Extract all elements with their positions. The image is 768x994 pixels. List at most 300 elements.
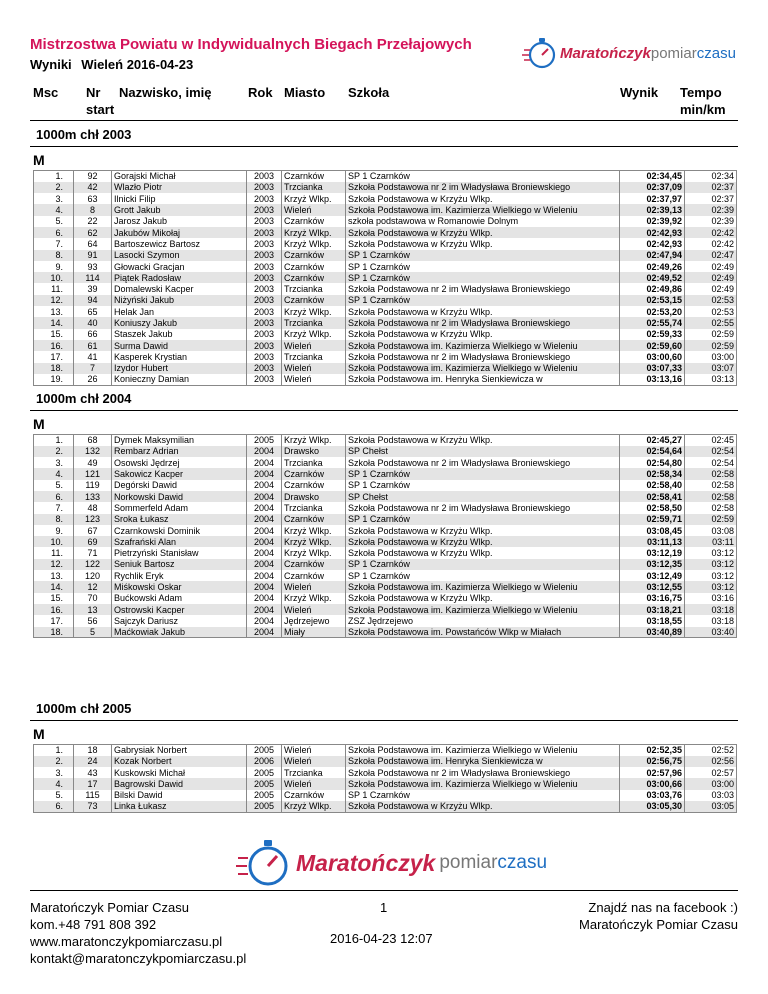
table-row bbox=[34, 615, 737, 626]
place-cell: 12. bbox=[34, 295, 74, 306]
table-row bbox=[34, 261, 737, 272]
stopwatch-icon bbox=[522, 36, 560, 70]
logo-sub2: czasu bbox=[696, 44, 736, 62]
tempo-cell: 03:40 bbox=[685, 627, 737, 638]
bib-number-cell: 18 bbox=[74, 745, 112, 756]
birth-year-cell: 2004 bbox=[247, 615, 282, 626]
result-time-cell: 02:58,50 bbox=[620, 502, 685, 513]
bib-number-cell: 123 bbox=[74, 514, 112, 525]
place-cell: 1. bbox=[34, 435, 74, 446]
school-cell: Szkoła Podstawowa w Krzyżu Wlkp. bbox=[346, 525, 620, 536]
place-cell: 11. bbox=[34, 547, 74, 558]
city-cell: Trzcianka bbox=[282, 457, 346, 468]
birth-year-cell: 2004 bbox=[247, 559, 282, 570]
result-time-cell: 03:12,49 bbox=[620, 570, 685, 581]
athlete-name-cell: Jakubów Mikołaj bbox=[112, 227, 247, 238]
birth-year-cell: 2004 bbox=[247, 570, 282, 581]
place-cell: 2. bbox=[34, 182, 74, 193]
place-cell: 6. bbox=[34, 227, 74, 238]
table-row bbox=[34, 604, 737, 615]
place-cell: 3. bbox=[34, 457, 74, 468]
table-row bbox=[34, 216, 737, 227]
city-cell: Wieleń bbox=[282, 374, 346, 385]
school-cell: Szkoła Podstawowa w Krzyżu Wlkp. bbox=[346, 593, 620, 604]
school-cell: Szkoła Podstawowa nr 2 im Władysława Broniewskiego bbox=[346, 351, 620, 362]
result-time-cell: 03:40,89 bbox=[620, 627, 685, 638]
city-cell: Czarnków bbox=[282, 570, 346, 581]
tempo-cell: 02:37 bbox=[685, 182, 737, 193]
city-cell: Wieleń bbox=[282, 204, 346, 215]
school-cell: Szkoła Podstawowa nr 2 im Władysława Broniewskiego bbox=[346, 457, 620, 468]
birth-year-cell: 2004 bbox=[247, 468, 282, 479]
school-cell: Szkoła Podstawowa nr 2 im Władysława Broniewskiego bbox=[346, 502, 620, 513]
tempo-cell: 02:37 bbox=[685, 193, 737, 204]
city-cell: Krzyż Wlkp. bbox=[282, 238, 346, 249]
place-cell: 4. bbox=[34, 468, 74, 479]
logo-sub1: pomiar bbox=[439, 852, 498, 873]
table-row bbox=[34, 250, 737, 261]
bib-number-cell: 91 bbox=[74, 250, 112, 261]
school-cell: Szkoła Podstawowa w Krzyżu Wlkp. bbox=[346, 435, 620, 446]
city-cell: Czarnków bbox=[282, 790, 346, 801]
tempo-cell: 03:00 bbox=[685, 351, 737, 362]
tempo-cell: 02:42 bbox=[685, 227, 737, 238]
athlete-name-cell: Piątek Radosław bbox=[112, 272, 247, 283]
stopwatch-icon bbox=[236, 838, 296, 888]
page-title: Mistrzostwa Powiatu w Indywidualnych Biegach Przełajowych bbox=[30, 36, 472, 53]
place-cell: 14. bbox=[34, 317, 74, 328]
page-subtitle bbox=[30, 57, 199, 72]
result-time-cell: 02:58,34 bbox=[620, 468, 685, 479]
tempo-cell: 02:47 bbox=[685, 250, 737, 261]
athlete-name-cell: Seniuk Bartosz bbox=[112, 559, 247, 570]
bib-number-cell: 13 bbox=[74, 604, 112, 615]
footer-website[interactable]: www.maratonczykpomiarczasu.pl bbox=[30, 934, 223, 949]
city-cell: Czarnków bbox=[282, 514, 346, 525]
tempo-cell: 02:49 bbox=[685, 261, 737, 272]
birth-year-cell: 2004 bbox=[247, 627, 282, 638]
bib-number-cell: 22 bbox=[74, 216, 112, 227]
table-row bbox=[34, 525, 737, 536]
athlete-name-cell: Pietrzyński Stanisław bbox=[112, 547, 247, 558]
bib-number-cell: 56 bbox=[74, 615, 112, 626]
school-cell: SP 1 Czarnków bbox=[346, 468, 620, 479]
city-cell: Trzcianka bbox=[282, 317, 346, 328]
table-row bbox=[34, 536, 737, 547]
result-time-cell: 02:59,71 bbox=[620, 514, 685, 525]
result-time-cell: 03:11,13 bbox=[620, 536, 685, 547]
tempo-cell: 02:58 bbox=[685, 468, 737, 479]
result-time-cell: 02:49,86 bbox=[620, 283, 685, 294]
place-cell: 7. bbox=[34, 238, 74, 249]
tempo-cell: 02:58 bbox=[685, 502, 737, 513]
table-row bbox=[34, 491, 737, 502]
result-time-cell: 02:45,27 bbox=[620, 435, 685, 446]
school-cell: SP 1 Czarnków bbox=[346, 295, 620, 306]
athlete-name-cell: Szafrański Alan bbox=[112, 536, 247, 547]
result-time-cell: 03:18,21 bbox=[620, 604, 685, 615]
birth-year-cell: 2003 bbox=[247, 363, 282, 374]
birth-year-cell: 2003 bbox=[247, 227, 282, 238]
bib-number-cell: 63 bbox=[74, 193, 112, 204]
bib-number-cell: 61 bbox=[74, 340, 112, 351]
result-time-cell: 02:55,74 bbox=[620, 317, 685, 328]
result-time-cell: 03:08,45 bbox=[620, 525, 685, 536]
place-cell: 18. bbox=[34, 627, 74, 638]
athlete-name-cell: Rembarz Adrian bbox=[112, 446, 247, 457]
footer-email[interactable]: kontakt@maratonczykpomiarczasu.pl bbox=[30, 951, 247, 966]
bib-number-cell: 132 bbox=[74, 446, 112, 457]
tempo-cell: 02:59 bbox=[685, 340, 737, 351]
school-cell: Szkoła Podstawowa im. Henryka Sienkiewicza w bbox=[346, 756, 620, 767]
tempo-cell: 02:52 bbox=[685, 745, 737, 756]
col-tempo: Tempo bbox=[680, 85, 722, 100]
result-time-cell: 03:12,35 bbox=[620, 559, 685, 570]
brand-logo bbox=[522, 36, 736, 70]
athlete-name-cell: Dymek Maksymilian bbox=[112, 435, 247, 446]
result-time-cell: 03:05,30 bbox=[620, 801, 685, 812]
birth-year-cell: 2003 bbox=[247, 317, 282, 328]
athlete-name-cell: Konieczny Damian bbox=[112, 374, 247, 385]
table-row bbox=[34, 581, 737, 592]
tempo-cell: 02:59 bbox=[685, 329, 737, 340]
table-row bbox=[34, 295, 737, 306]
result-time-cell: 02:56,75 bbox=[620, 756, 685, 767]
result-time-cell: 03:18,55 bbox=[620, 615, 685, 626]
result-time-cell: 02:57,96 bbox=[620, 767, 685, 778]
place-cell: 5. bbox=[34, 790, 74, 801]
table-row bbox=[34, 547, 737, 558]
tempo-cell: 02:34 bbox=[685, 171, 737, 182]
table-row bbox=[34, 182, 737, 193]
athlete-name-cell: Grott Jakub bbox=[112, 204, 247, 215]
bib-number-cell: 73 bbox=[74, 801, 112, 812]
place-cell: 2. bbox=[34, 756, 74, 767]
subtitle-label: Wyniki bbox=[30, 57, 72, 72]
table-row bbox=[34, 317, 737, 328]
table-row bbox=[34, 227, 737, 238]
athlete-name-cell: Czarnkowski Dominik bbox=[112, 525, 247, 536]
city-cell: Krzyż Wlkp. bbox=[282, 536, 346, 547]
school-cell: Szkoła Podstawowa im. Kazimierza Wielkiego w Wieleniu bbox=[346, 778, 620, 789]
athlete-name-cell: Izydor Hubert bbox=[112, 363, 247, 374]
bib-number-cell: 67 bbox=[74, 525, 112, 536]
birth-year-cell: 2005 bbox=[247, 435, 282, 446]
birth-year-cell: 2003 bbox=[247, 182, 282, 193]
tempo-cell: 03:12 bbox=[685, 547, 737, 558]
tempo-cell: 03:03 bbox=[685, 790, 737, 801]
tempo-cell: 02:49 bbox=[685, 283, 737, 294]
tempo-cell: 03:07 bbox=[685, 363, 737, 374]
tempo-cell: 02:55 bbox=[685, 317, 737, 328]
table-row bbox=[34, 374, 737, 385]
result-time-cell: 03:13,16 bbox=[620, 374, 685, 385]
city-cell: Trzcianka bbox=[282, 767, 346, 778]
footer-brand-logo bbox=[236, 838, 547, 888]
place-cell: 10. bbox=[34, 536, 74, 547]
school-cell: Szkoła Podstawowa im. Kazimierza Wielkiego w Wieleniu bbox=[346, 363, 620, 374]
table-row bbox=[34, 193, 737, 204]
table-row bbox=[34, 468, 737, 479]
col-city: Miasto bbox=[284, 85, 326, 100]
table-row bbox=[34, 559, 737, 570]
header-divider bbox=[30, 120, 738, 121]
col-nr-start: start bbox=[86, 102, 115, 117]
table-row bbox=[34, 272, 737, 283]
birth-year-cell: 2004 bbox=[247, 491, 282, 502]
result-time-cell: 02:52,35 bbox=[620, 745, 685, 756]
section-divider bbox=[30, 720, 738, 721]
school-cell: Szkoła Podstawowa im. Kazimierza Wielkiego w Wieleniu bbox=[346, 581, 620, 592]
result-time-cell: 02:49,26 bbox=[620, 261, 685, 272]
school-cell: Szkoła Podstawowa nr 2 im Władysława Broniewskiego bbox=[346, 317, 620, 328]
school-cell: SP 1 Czarnków bbox=[346, 514, 620, 525]
bib-number-cell: 39 bbox=[74, 283, 112, 294]
athlete-name-cell: Miśkowski Oskar bbox=[112, 581, 247, 592]
city-cell: Trzcianka bbox=[282, 182, 346, 193]
city-cell: Wieleń bbox=[282, 756, 346, 767]
bib-number-cell: 49 bbox=[74, 457, 112, 468]
birth-year-cell: 2004 bbox=[247, 525, 282, 536]
birth-year-cell: 2005 bbox=[247, 767, 282, 778]
result-time-cell: 03:03,76 bbox=[620, 790, 685, 801]
school-cell: SP 1 Czarnków bbox=[346, 250, 620, 261]
tempo-cell: 03:08 bbox=[685, 525, 737, 536]
athlete-name-cell: Degórski Dawid bbox=[112, 480, 247, 491]
tempo-cell: 03:13 bbox=[685, 374, 737, 385]
place-cell: 5. bbox=[34, 480, 74, 491]
table-row bbox=[34, 283, 737, 294]
result-time-cell: 02:53,15 bbox=[620, 295, 685, 306]
athlete-name-cell: Domalewski Kacper bbox=[112, 283, 247, 294]
city-cell: Krzyż Wlkp. bbox=[282, 306, 346, 317]
city-cell: Trzcianka bbox=[282, 283, 346, 294]
athlete-name-cell: Koniuszy Jakub bbox=[112, 317, 247, 328]
birth-year-cell: 2004 bbox=[247, 593, 282, 604]
place-cell: 3. bbox=[34, 767, 74, 778]
bib-number-cell: 68 bbox=[74, 435, 112, 446]
bib-number-cell: 71 bbox=[74, 547, 112, 558]
logo-sub2: czasu bbox=[497, 852, 548, 873]
table-row bbox=[34, 238, 737, 249]
school-cell: Szkoła Podstawowa w Krzyżu Wlkp. bbox=[346, 801, 620, 812]
place-cell: 10. bbox=[34, 272, 74, 283]
city-cell: Krzyż Wlkp. bbox=[282, 227, 346, 238]
table-row bbox=[34, 756, 737, 767]
school-cell: szkoła podstawowa w Romanowie Dolnym bbox=[346, 216, 620, 227]
birth-year-cell: 2004 bbox=[247, 547, 282, 558]
gender-label: M bbox=[33, 152, 45, 168]
section-title: 1000m chł 2004 bbox=[36, 391, 132, 406]
result-time-cell: 03:00,60 bbox=[620, 351, 685, 362]
athlete-name-cell: Osowski Jędrzej bbox=[112, 457, 247, 468]
city-cell: Trzcianka bbox=[282, 351, 346, 362]
athlete-name-cell: Maćkowiak Jakub bbox=[112, 627, 247, 638]
birth-year-cell: 2003 bbox=[247, 283, 282, 294]
athlete-name-cell: Niżyński Jakub bbox=[112, 295, 247, 306]
table-row bbox=[34, 340, 737, 351]
place-cell: 16. bbox=[34, 340, 74, 351]
place-cell: 4. bbox=[34, 778, 74, 789]
city-cell: Krzyż Wlkp. bbox=[282, 593, 346, 604]
place-cell: 15. bbox=[34, 329, 74, 340]
table-row bbox=[34, 480, 737, 491]
bib-number-cell: 12 bbox=[74, 581, 112, 592]
bib-number-cell: 41 bbox=[74, 351, 112, 362]
birth-year-cell: 2003 bbox=[247, 238, 282, 249]
city-cell: Jędrzejewo bbox=[282, 615, 346, 626]
place-cell: 12. bbox=[34, 559, 74, 570]
result-time-cell: 02:39,13 bbox=[620, 204, 685, 215]
city-cell: Wieleń bbox=[282, 745, 346, 756]
column-header bbox=[0, 84, 768, 118]
place-cell: 5. bbox=[34, 216, 74, 227]
city-cell: Czarnków bbox=[282, 250, 346, 261]
bib-number-cell: 69 bbox=[74, 536, 112, 547]
result-time-cell: 03:00,66 bbox=[620, 778, 685, 789]
place-cell: 17. bbox=[34, 351, 74, 362]
athlete-name-cell: Bilski Dawid bbox=[112, 790, 247, 801]
result-time-cell: 02:47,94 bbox=[620, 250, 685, 261]
place-cell: 1. bbox=[34, 745, 74, 756]
place-cell: 2. bbox=[34, 446, 74, 457]
athlete-name-cell: Surma Dawid bbox=[112, 340, 247, 351]
bib-number-cell: 115 bbox=[74, 790, 112, 801]
result-time-cell: 02:54,80 bbox=[620, 457, 685, 468]
birth-year-cell: 2003 bbox=[247, 261, 282, 272]
table-row bbox=[34, 306, 737, 317]
tempo-cell: 02:39 bbox=[685, 216, 737, 227]
birth-year-cell: 2003 bbox=[247, 306, 282, 317]
bib-number-cell: 94 bbox=[74, 295, 112, 306]
city-cell: Czarnków bbox=[282, 295, 346, 306]
place-cell: 18. bbox=[34, 363, 74, 374]
city-cell: Czarnków bbox=[282, 468, 346, 479]
logo-brand: Maratończyk bbox=[560, 44, 651, 62]
athlete-name-cell: Linka Łukasz bbox=[112, 801, 247, 812]
logo-sub1: pomiar bbox=[650, 44, 697, 62]
col-school: Szkoła bbox=[348, 85, 390, 100]
section-title: 1000m chł 2003 bbox=[36, 127, 132, 142]
athlete-name-cell: Kozak Norbert bbox=[112, 756, 247, 767]
table-row bbox=[34, 351, 737, 362]
result-time-cell: 02:58,40 bbox=[620, 480, 685, 491]
tempo-cell: 03:11 bbox=[685, 536, 737, 547]
school-cell: Szkoła Podstawowa w Krzyżu Wlkp. bbox=[346, 547, 620, 558]
place-cell: 7. bbox=[34, 502, 74, 513]
results-table bbox=[33, 170, 737, 386]
bib-number-cell: 93 bbox=[74, 261, 112, 272]
result-time-cell: 02:54,64 bbox=[620, 446, 685, 457]
table-row bbox=[34, 502, 737, 513]
school-cell: Szkoła Podstawowa w Krzyżu Wlkp. bbox=[346, 329, 620, 340]
athlete-name-cell: Norkowski Dawid bbox=[112, 491, 247, 502]
results-table bbox=[33, 744, 737, 813]
tempo-cell: 03:12 bbox=[685, 581, 737, 592]
facebook-line2[interactable]: Maratończyk Pomiar Czasu bbox=[579, 917, 738, 932]
city-cell: Krzyż Wlkp. bbox=[282, 801, 346, 812]
col-place: Msc bbox=[33, 85, 59, 100]
school-cell: Szkoła Podstawowa nr 2 im Władysława Broniewskiego bbox=[346, 767, 620, 778]
results-table bbox=[33, 434, 737, 638]
table-row bbox=[34, 767, 737, 778]
bib-number-cell: 119 bbox=[74, 480, 112, 491]
birth-year-cell: 2004 bbox=[247, 581, 282, 592]
col-tempo-unit: min/km bbox=[680, 102, 726, 117]
result-time-cell: 03:12,55 bbox=[620, 581, 685, 592]
birth-year-cell: 2004 bbox=[247, 514, 282, 525]
place-cell: 9. bbox=[34, 525, 74, 536]
table-row bbox=[34, 329, 737, 340]
birth-year-cell: 2003 bbox=[247, 272, 282, 283]
athlete-name-cell: Rychlik Eryk bbox=[112, 570, 247, 581]
school-cell: SP 1 Czarnków bbox=[346, 570, 620, 581]
tempo-cell: 02:58 bbox=[685, 491, 737, 502]
tempo-cell: 02:42 bbox=[685, 238, 737, 249]
tempo-cell: 02:39 bbox=[685, 204, 737, 215]
birth-year-cell: 2003 bbox=[247, 329, 282, 340]
school-cell: Szkoła Podstawowa im. Kazimierza Wielkiego w Wieleniu bbox=[346, 604, 620, 615]
athlete-name-cell: Jarosz Jakub bbox=[112, 216, 247, 227]
result-time-cell: 02:37,97 bbox=[620, 193, 685, 204]
birth-year-cell: 2005 bbox=[247, 778, 282, 789]
result-time-cell: 03:12,19 bbox=[620, 547, 685, 558]
tempo-cell: 03:16 bbox=[685, 593, 737, 604]
athlete-name-cell: Sroka Łukasz bbox=[112, 514, 247, 525]
result-time-cell: 02:37,09 bbox=[620, 182, 685, 193]
footer-phone: kom.+48 791 808 392 bbox=[30, 917, 157, 932]
city-cell: Krzyż Wlkp. bbox=[282, 525, 346, 536]
birth-year-cell: 2004 bbox=[247, 604, 282, 615]
bib-number-cell: 8 bbox=[74, 204, 112, 215]
tempo-cell: 03:18 bbox=[685, 604, 737, 615]
bib-number-cell: 7 bbox=[74, 363, 112, 374]
birth-year-cell: 2005 bbox=[247, 745, 282, 756]
bib-number-cell: 62 bbox=[74, 227, 112, 238]
athlete-name-cell: Wlazło Piotr bbox=[112, 182, 247, 193]
city-cell: Czarnków bbox=[282, 559, 346, 570]
result-time-cell: 02:59,33 bbox=[620, 329, 685, 340]
city-cell: Wieleń bbox=[282, 581, 346, 592]
birth-year-cell: 2005 bbox=[247, 801, 282, 812]
table-row bbox=[34, 204, 737, 215]
school-cell: Szkoła Podstawowa im. Henryka Sienkiewicza w bbox=[346, 374, 620, 385]
bib-number-cell: 17 bbox=[74, 778, 112, 789]
tempo-cell: 02:59 bbox=[685, 514, 737, 525]
result-time-cell: 02:49,52 bbox=[620, 272, 685, 283]
bib-number-cell: 24 bbox=[74, 756, 112, 767]
city-cell: Czarnków bbox=[282, 171, 346, 182]
birth-year-cell: 2003 bbox=[247, 295, 282, 306]
school-cell: Szkoła Podstawowa nr 2 im Władysława Broniewskiego bbox=[346, 182, 620, 193]
city-cell: Czarnków bbox=[282, 480, 346, 491]
place-cell: 9. bbox=[34, 261, 74, 272]
tempo-cell: 03:18 bbox=[685, 615, 737, 626]
school-cell: SP 1 Czarnków bbox=[346, 790, 620, 801]
col-name: Nazwisko, imię bbox=[119, 85, 212, 100]
birth-year-cell: 2003 bbox=[247, 250, 282, 261]
result-time-cell: 02:39,92 bbox=[620, 216, 685, 227]
result-time-cell: 03:07,33 bbox=[620, 363, 685, 374]
birth-year-cell: 2003 bbox=[247, 374, 282, 385]
birth-year-cell: 2003 bbox=[247, 351, 282, 362]
result-time-cell: 02:42,93 bbox=[620, 227, 685, 238]
bib-number-cell: 92 bbox=[74, 171, 112, 182]
section-divider bbox=[30, 410, 738, 411]
school-cell: SP 1 Czarnków bbox=[346, 480, 620, 491]
place-cell: 6. bbox=[34, 491, 74, 502]
birth-year-cell: 2003 bbox=[247, 171, 282, 182]
